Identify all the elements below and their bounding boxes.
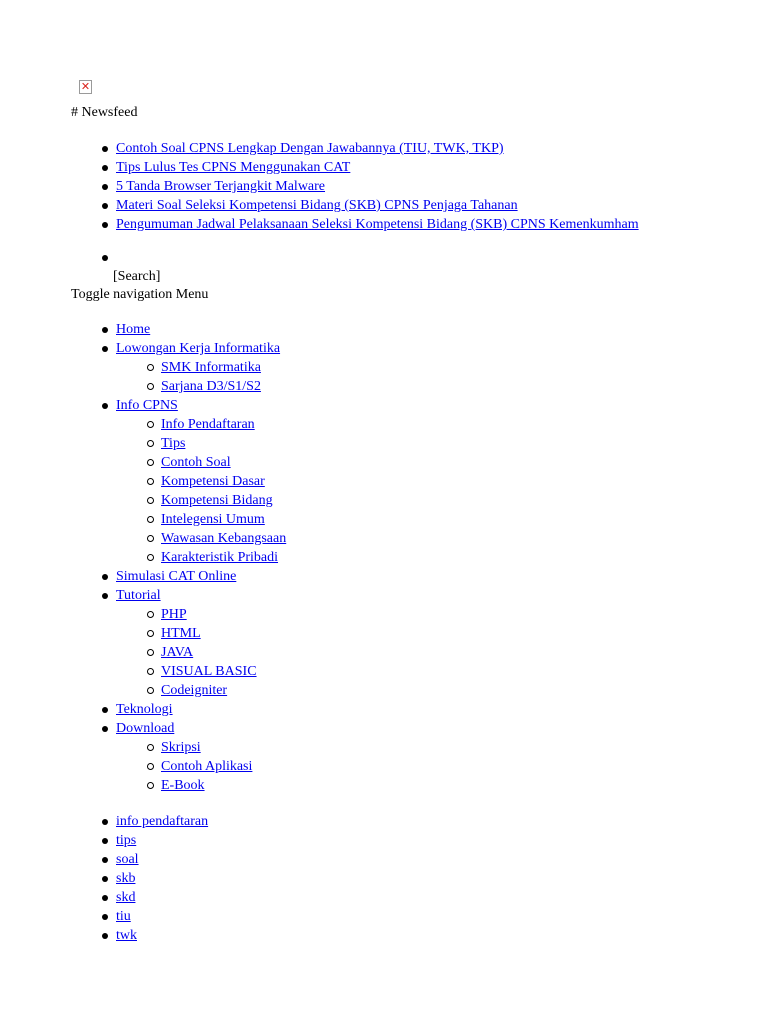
submenu-item (116, 529, 286, 548)
nav-link[interactable]: Simulasi CAT Online (116, 569, 237, 584)
list-item (71, 158, 639, 177)
submenu-item (116, 548, 286, 567)
submenu-item (116, 510, 286, 529)
submenu-item (116, 605, 286, 624)
tag-item (71, 831, 208, 850)
submenu-item (116, 415, 286, 434)
submenu-link[interactable]: Kompetensi Bidang (161, 493, 273, 508)
submenu-link[interactable]: Codeigniter (161, 683, 228, 698)
submenu-link[interactable]: Contoh Aplikasi (161, 759, 253, 774)
nav-item-download (71, 719, 286, 795)
submenu (116, 605, 286, 700)
newsfeed-link[interactable]: Tips Lulus Tes CPNS Menggunakan CAT (116, 160, 351, 175)
list-item (71, 177, 639, 196)
submenu-item (116, 738, 286, 757)
submenu-item (116, 453, 286, 472)
newsfeed-link[interactable]: Contoh Soal CPNS Lengkap Dengan Jawabannya (TIU, TWK, TKP) (116, 141, 504, 156)
submenu-item (116, 681, 286, 700)
newsfeed-link[interactable]: 5 Tanda Browser Terjangkit Malware (116, 179, 326, 194)
submenu-link[interactable]: VISUAL BASIC (161, 664, 257, 679)
nav-item-simulasi (71, 567, 286, 586)
submenu-item (116, 434, 286, 453)
search-item (71, 248, 161, 286)
submenu-item (116, 377, 286, 396)
submenu-link[interactable]: Skripsi (161, 740, 201, 755)
tag-item (71, 907, 208, 926)
newsfeed-link[interactable]: Materi Soal Seleksi Kompetensi Bidang (SKB) CPNS Penjaga Tahanan (116, 198, 518, 213)
tag-link[interactable]: skb (116, 871, 136, 886)
nav-link[interactable]: Home (116, 322, 151, 337)
tag-link[interactable]: twk (116, 928, 137, 943)
submenu-link[interactable]: SMK Informatika (161, 360, 261, 375)
nav-item-lowongan (71, 339, 286, 396)
submenu-link[interactable]: Intelegensi Umum (161, 512, 265, 527)
tag-link[interactable]: skd (116, 890, 136, 905)
submenu-item (116, 643, 286, 662)
submenu-link[interactable]: Contoh Soal (161, 455, 231, 470)
submenu-link[interactable]: E-Book (161, 778, 205, 793)
newsfeed-link[interactable]: Pengumuman Jadwal Pelaksanaan Seleksi Kompetensi Bidang (SKB) CPNS Kemenkumham (116, 217, 639, 232)
tag-link[interactable]: soal (116, 852, 139, 867)
submenu-item (116, 358, 286, 377)
tag-list (71, 812, 208, 945)
main-nav (71, 320, 286, 795)
toggle-navigation-button[interactable]: Toggle navigation Menu (71, 287, 209, 302)
submenu-link[interactable]: Wawasan Kebangsaan (161, 531, 287, 546)
broken-image-icon: ✕ (80, 80, 91, 93)
submenu-link[interactable]: Sarjana D3/S1/S2 (161, 379, 261, 394)
list-item (71, 215, 639, 234)
submenu (116, 358, 286, 396)
submenu-link[interactable]: JAVA (161, 645, 194, 660)
tag-item (71, 812, 208, 831)
submenu-item (116, 757, 286, 776)
nav-item-info-cpns (71, 396, 286, 567)
submenu-item (116, 472, 286, 491)
submenu-link[interactable]: Kompetensi Dasar (161, 474, 265, 489)
nav-link[interactable]: Lowongan Kerja Informatika (116, 341, 281, 356)
nav-item-tutorial (71, 586, 286, 700)
tag-item (71, 850, 208, 869)
newsfeed-list (71, 139, 639, 234)
nav-link[interactable]: Download (116, 721, 175, 736)
search-button[interactable]: [Search] (113, 269, 161, 284)
nav-item-home (71, 320, 286, 339)
nav-item-teknologi (71, 700, 286, 719)
search-list (71, 248, 161, 286)
tag-link[interactable]: tips (116, 833, 137, 848)
submenu-item (116, 776, 286, 795)
submenu-item (116, 624, 286, 643)
submenu (116, 738, 286, 795)
list-item (71, 196, 639, 215)
submenu-item (116, 491, 286, 510)
nav-link[interactable]: Info CPNS (116, 398, 178, 413)
newsfeed-heading: # Newsfeed (71, 105, 138, 120)
submenu-link[interactable]: Info Pendaftaran (161, 417, 255, 432)
submenu-link[interactable]: HTML (161, 626, 201, 641)
submenu-link[interactable]: Karakteristik Pribadi (161, 550, 279, 565)
submenu (116, 415, 286, 567)
tag-item (71, 926, 208, 945)
tag-link[interactable]: info pendaftaran (116, 814, 209, 829)
tag-item (71, 888, 208, 907)
submenu-link[interactable]: Tips (161, 436, 186, 451)
submenu-link[interactable]: PHP (161, 607, 187, 622)
list-item (71, 139, 639, 158)
tag-item (71, 869, 208, 888)
nav-link[interactable]: Tutorial (116, 588, 161, 603)
submenu-item (116, 662, 286, 681)
tag-link[interactable]: tiu (116, 909, 131, 924)
nav-link[interactable]: Teknologi (116, 702, 173, 717)
